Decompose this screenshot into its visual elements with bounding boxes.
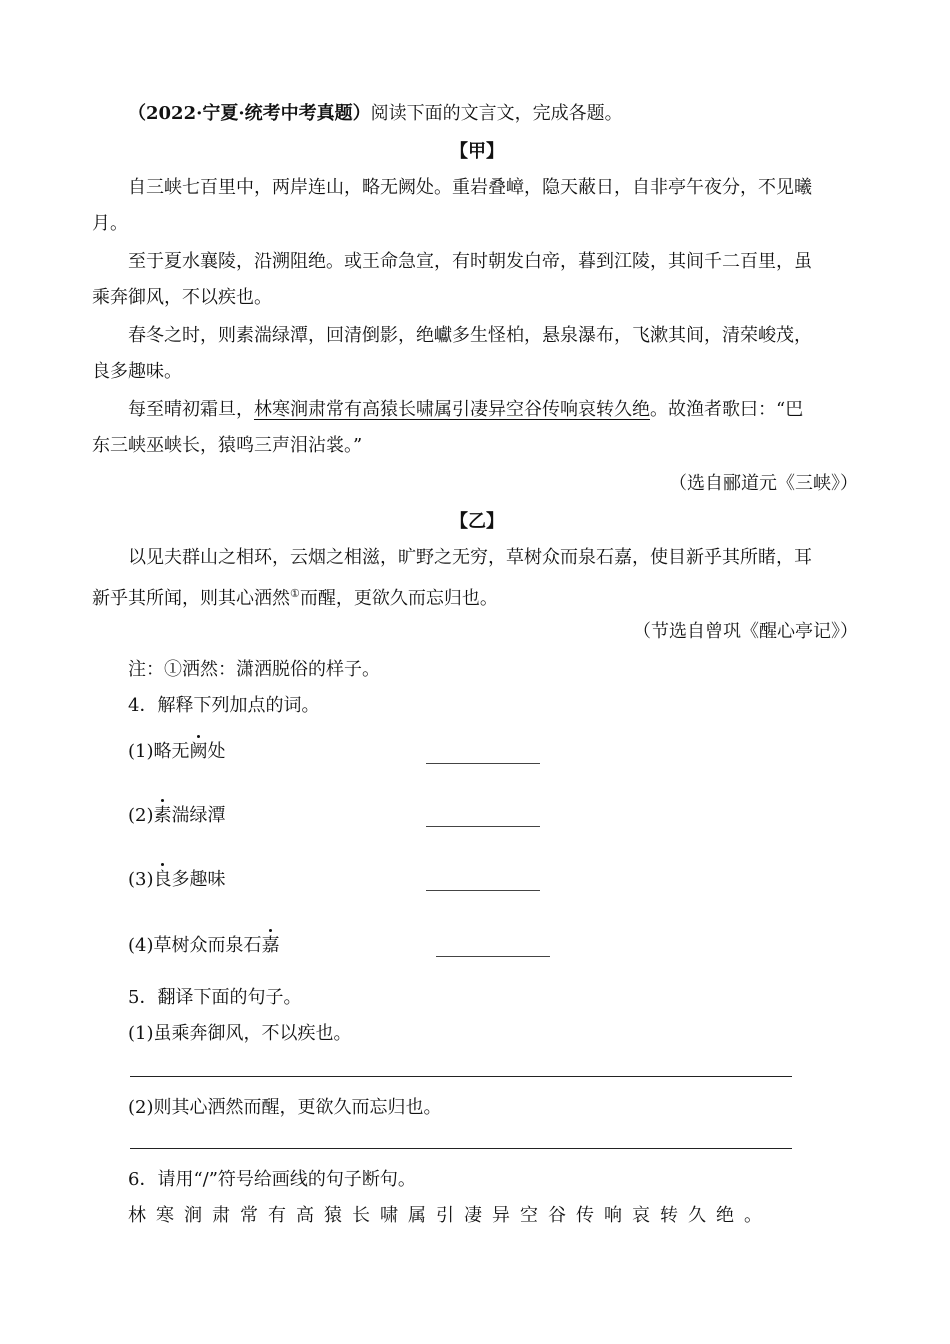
answer-line-1[interactable] (130, 1076, 792, 1077)
passage-a-p4-line1 (128, 396, 803, 424)
q4-item-4-pre: (4)草树众而泉石 (128, 935, 262, 956)
p4-end: 。故渔者歌曰：“巴 (650, 399, 804, 420)
passage-b-line2-end: 而醒，更欲久而忘归也。 (299, 588, 498, 609)
q4-item-2-pre: (2) (128, 805, 154, 826)
q5-sentence-2: (2)则其心洒然而醒，更欲久而忘归也。 (128, 1097, 442, 1118)
passage-b-line2-start: 新乎其所闻，则其心洒然 (92, 588, 290, 609)
q4-item-1-post: 处 (207, 741, 226, 762)
passage-a-p1-line2: 月。 (92, 213, 128, 234)
passage-a-source: （选自郦道元《三峡》） (669, 473, 858, 494)
dotted-char: 素 (154, 802, 172, 830)
footnote: 注：①洒然：潇洒脱俗的样子。 (128, 659, 380, 680)
passage-b-line1: 以见夫群山之相环，云烟之相滋，旷野之无穷，草树众而泉石嘉，使目新乎其所睹，耳 (128, 547, 812, 568)
passage-a-p2-line2: 乘奔御风，不以疾也。 (92, 287, 272, 308)
question-header (128, 100, 623, 128)
q4-item-3-pre: (3) (128, 869, 154, 890)
answer-line-2[interactable] (130, 1148, 792, 1149)
dotted-char: 阙 (190, 738, 208, 766)
q4-item-1 (128, 738, 226, 766)
q4-item-2 (128, 802, 226, 830)
dotted-char: 嘉 (262, 932, 280, 960)
passage-a-p3-line2: 良多趣味。 (92, 361, 182, 382)
source-tag: （2022·宁夏·统考中考真题） (128, 103, 371, 124)
p4-start: 每至晴初霜旦， (128, 399, 254, 420)
q6-title: 6．请用“/”符号给画线的句子断句。 (128, 1169, 416, 1190)
passage-b-label: 【乙】 (450, 511, 504, 532)
q5-sentence-1: (1)虽乘奔御风，不以疾也。 (128, 1023, 352, 1044)
answer-blank-4[interactable] (436, 956, 550, 957)
passage-a-p1-line1: 自三峡七百里中，两岸连山，略无阙处。重岩叠嶂，隐天蔽日，自非亭午夜分，不见曦 (128, 177, 812, 198)
q4-item-3 (128, 866, 226, 894)
passage-a-p4-line2: 东三峡巫峡长，猿鸣三声泪沾裳。” (92, 435, 363, 456)
underlined-sentence: 林寒涧肃常有高猿长啸属引凄异空谷传响哀转久绝 (254, 399, 650, 420)
q5-title: 5．翻译下面的句子。 (128, 987, 302, 1008)
instruction: 阅读下面的文言文，完成各题。 (370, 103, 623, 124)
passage-b-source: （节选自曾巩《醒心亭记》） (633, 621, 858, 642)
passage-b-line2 (92, 580, 498, 613)
q4-item-1-pre: (1)略无 (128, 741, 190, 762)
passage-a-p2-line1: 至于夏水襄陵，沿溯阻绝。或王命急宣，有时朝发白帝，暮到江陵，其间千二百里，虽 (128, 251, 812, 272)
passage-a-p3-line1: 春冬之时，则素湍绿潭，回清倒影，绝巘多生怪柏，悬泉瀑布，飞漱其间，清荣峻茂， (128, 325, 812, 346)
q4-item-3-post: 多趣味 (171, 869, 226, 890)
q4-item-4 (128, 932, 280, 960)
dotted-char: 良 (154, 866, 172, 894)
answer-blank-3[interactable] (426, 890, 540, 891)
answer-blank-1[interactable] (426, 763, 540, 764)
answer-blank-2[interactable] (426, 826, 540, 827)
q4-title: 4．解释下列加点的词。 (128, 695, 320, 716)
footnote-mark: ① (290, 587, 300, 600)
q4-item-2-post: 湍绿潭 (171, 805, 226, 826)
passage-a-label: 【甲】 (450, 141, 504, 162)
q6-sentence: 林寒涧肃常有高猿长啸属引凄异空谷传响哀转久绝。 (128, 1205, 772, 1226)
